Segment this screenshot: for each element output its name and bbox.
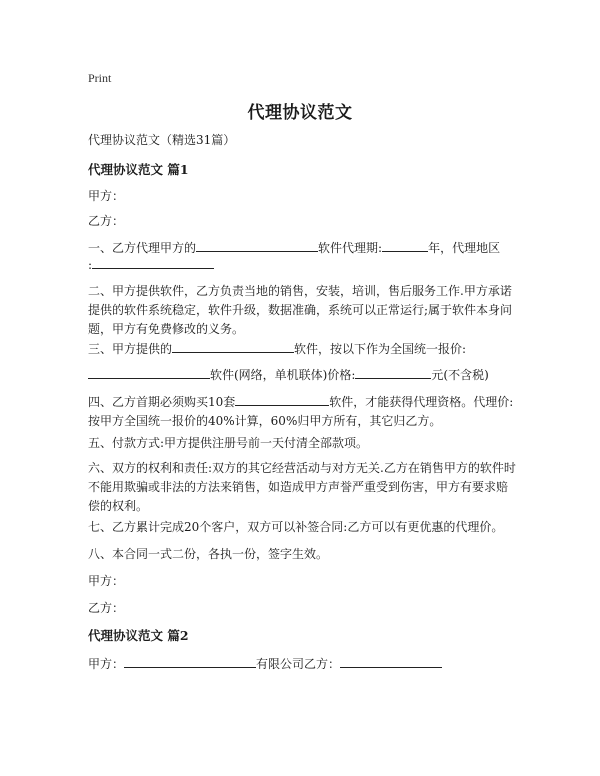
clause-1-text-a: 一、乙方代理甲方的: [88, 241, 197, 255]
clause-3-text-c: 软件(网络，单机联体)价格:: [210, 368, 356, 382]
clause-3: [88, 340, 518, 359]
fill-blank[interactable]: [88, 366, 210, 379]
sign-party-a: 甲方：: [88, 574, 125, 588]
clause-3-text-a: 三、甲方提供的: [88, 342, 173, 356]
clause-2: 二、甲方提供软件，乙方负责当地的销售，安装，培训，售后服务工作.甲方承诺提供的软件系统稳定，软件升级，数据准确，系统可以正常运行;属于软件本身问题，甲方有免费修改的义务。: [88, 284, 513, 336]
party-a-label: 甲方：: [88, 189, 125, 203]
clause-4-text-b: 软件，才能获得代理资格。代理价:按甲方全国统一报价的40%计算，60%归甲方所有，其它归乙方。: [88, 395, 514, 428]
section-2-parties: [88, 655, 518, 674]
clause-6: 六、双方的权利和责任:双方的其它经营活动与对方无关.乙方在销售甲方的软件时不能用欺骗或非法的方法来销售，如造成甲方声誉严重受到伤害，甲方有要求赔偿的权利。: [88, 461, 516, 513]
party-b-label: 乙方：: [88, 214, 125, 228]
clause-8: 八、本合同一式二份，各执一份，签字生效。: [88, 547, 329, 561]
sign-party-b: 乙方：: [88, 601, 125, 615]
fill-blank[interactable]: [355, 366, 431, 379]
fill-blank[interactable]: [124, 655, 256, 668]
clause-1-text-b: 软件代理期:: [318, 241, 383, 255]
clause-7: 七、乙方累计完成20个客户，双方可以补签合同:乙方可以有更优惠的代理价。: [88, 520, 504, 534]
clause-1-text-c: 年，代理地区: [428, 241, 501, 255]
party-a-label: 甲方：: [88, 657, 125, 671]
clause-4: [88, 393, 516, 431]
fill-blank[interactable]: [235, 393, 329, 406]
fill-blank[interactable]: [382, 239, 428, 252]
fill-blank[interactable]: [92, 256, 214, 269]
document-title: 代理协议范文: [247, 103, 353, 123]
clause-3-price: [88, 366, 518, 385]
clause-3-text-b: 软件，按以下作为全国统一报价:: [294, 342, 467, 356]
document-subtitle: 代理协议范文（精选31篇）: [88, 133, 236, 147]
clause-5: 五、付款方式:甲方提供注册号前一天付清全部款项。: [88, 436, 369, 450]
clause-3-text-d: 元(不含税): [431, 368, 489, 382]
company-party-b-label: 有限公司乙方：: [256, 657, 341, 671]
section-heading: 代理协议范文 篇2: [88, 628, 189, 643]
print-label: Print: [88, 71, 112, 85]
clause-1-text-d: :: [88, 258, 93, 272]
clause-1-continued: [88, 256, 518, 275]
section-heading: 代理协议范文 篇1: [88, 162, 189, 177]
clause-4-text-a: 四、乙方首期必须购买10套: [88, 395, 236, 409]
fill-blank[interactable]: [340, 655, 442, 668]
fill-blank[interactable]: [172, 340, 294, 353]
fill-blank[interactable]: [196, 239, 318, 252]
